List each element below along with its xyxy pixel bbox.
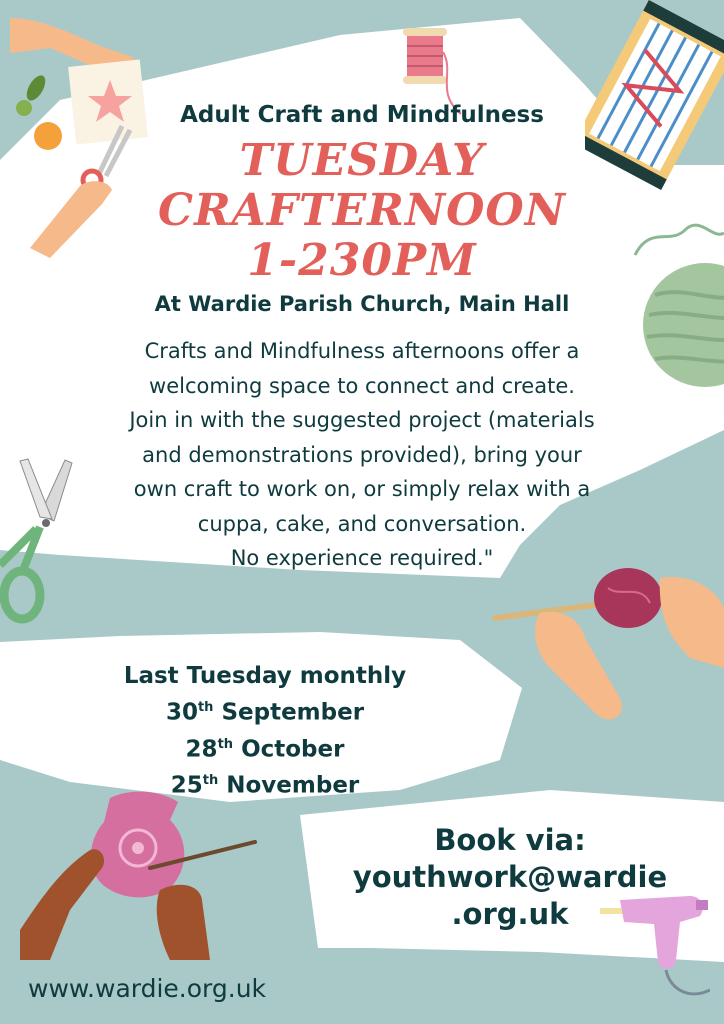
booking-info [320,822,700,933]
book-email-line-2: .org.uk [451,897,569,931]
description-line: Join in with the suggested project (materials [129,408,595,432]
description-line: Crafts and Mindfulness afternoons offer a [144,339,580,363]
date-item: 30th September [165,699,365,726]
schedule-heading: Last Tuesday monthly [123,663,407,689]
title-line-1: TUESDAY [239,135,485,186]
hand-painting-vase-icon [20,780,260,970]
description-line: and demonstrations provided), bring your [142,442,582,467]
schedule [40,660,490,802]
title-line-3: 1-230PM [247,235,477,286]
description-line: own craft to work on, or simply relax with a [133,477,591,501]
book-email-line-1: youthwork@wardie [352,860,668,894]
hand-crochet-icon [490,558,724,728]
date-item: 25th November [170,772,360,799]
website-url: www.wardie.org.uk [28,974,267,1003]
event-subtitle: Adult Craft and Mindfulness [180,102,544,128]
description [0,334,724,576]
title-line-2: CRAFTERNOON [158,185,566,236]
description-line: No experience required." [230,546,494,570]
date-item: 28th October [185,736,345,763]
book-label: Book via: [434,823,586,857]
description-line: cuppa, cake, and conversation. [197,511,527,536]
venue-text: At Wardie Parish Church, Main Hall [154,292,570,316]
description-line: welcoming space to connect and create. [149,373,575,398]
